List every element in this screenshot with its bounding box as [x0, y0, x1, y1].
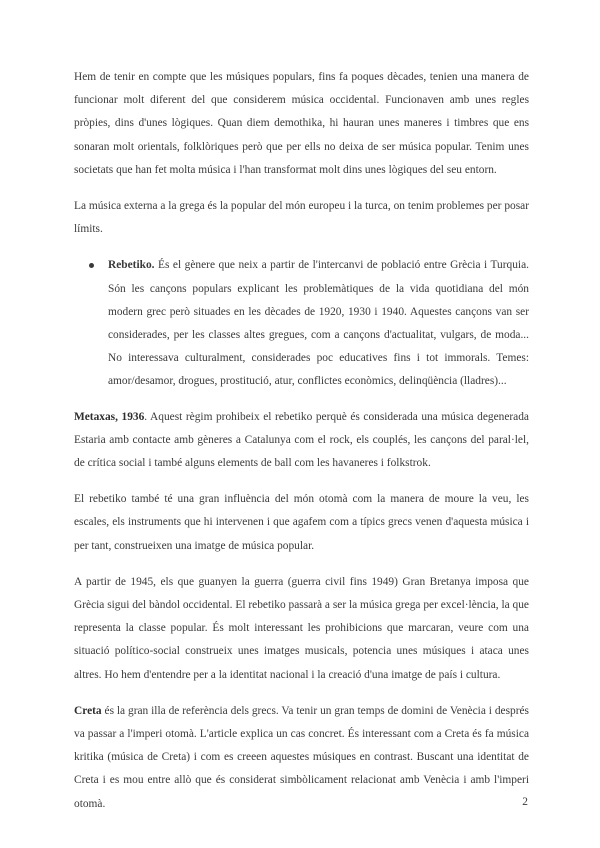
bullet-list [74, 254, 529, 393]
paragraph-creta [74, 700, 529, 816]
paragraph-1945: A partir de 1945, els que guanyen la guerra (guerra civil fins 1949) Gran Bretanya imposa que Grècia sigui del bàndol occidental. El rebetiko passarà a ser la música grega per excel·lència, la que representa la classe popular. És molt interessant les prohibicions que marcaran, veure com una situació político-social construeix unes imatges musicals, potencia unes músiques i ataca unes altres. Ho hem d'entendre per a la identitat nacional i la creació d'una imatge de país i cultura. [74, 575, 529, 681]
list-item-rebetiko [108, 254, 529, 393]
paragraph-metaxas [74, 406, 529, 476]
metaxas-term: Metaxas, 1936 [74, 410, 145, 423]
rebetiko-term: Rebetiko. [108, 259, 155, 272]
paragraph-ottoman-influence: El rebetiko també té una gran influència del món otomà com la manera de moure la veu, les escales, els instruments que hi intervenen i que agafem com a típics grecs venen d'aquesta música i per tant, construeixen una imatge de música popular. [74, 493, 529, 552]
bullet-dot-icon [89, 263, 94, 268]
page-number: 2 [522, 796, 528, 808]
creta-text: és la gran illa de referència dels grecs. Va tenir un gran temps de domini de Venècia i després va passar a l'imperi otomà. L'article explica un cas concret. És interessant com a Creta és fa música kritika (música de Creta) i com es creeen aquestes músiques en contrast. Buscant una identitat de Creta i es mou entre allò que és considerat simbòlicament relacionat amb Venècia i amb l'imperi otomà. [74, 704, 529, 810]
paragraph-external-music: La música externa a la grega és la popular del món europeu i la turca, on tenim problemes per posar límits. [74, 200, 529, 236]
paragraph-intro: Hem de tenir en compte que les músiques populars, fins fa poques dècades, tenien una manera de funcionar molt diferent del que considerem música occidental. Funcionaven amb unes regles pròpies, dins d'unes lògiques. Quan diem demothika, hi hauran unes maneres i timbres que ens sonaran molt orientals, folklòriques però que per ells no deixa de ser música popular. Tenim unes societats que han fet molta música i l'han transformat molt dins unes lògiques del seu entorn. [74, 71, 529, 176]
rebetiko-description: És el gènere que neix a partir de l'intercanvi de població entre Grècia i Turquia. Són les cançons populars explicant les problemàtiques de la vida quotidiana del món modern grec però situades en les dècades de 1920, 1930 i 1940. Aquestes cançons van ser considerades, per les classes altes gregues, com a cançons d'actualitat, vulgars, de moda... No interessava culturalment, considerades poc educatives fins i tot immorals. Temes: amor/desamor, drogues, prostitució, atur, conflictes econòmics, delinqüència (lladres)... [108, 259, 529, 388]
document-body [74, 66, 529, 829]
metaxas-text: . Aquest règim prohibeix el rebetiko perquè és considerada una música degenerada Estaria amb contacte amb gèneres a Catalunya com el rock, els couplés, les cançons del paral·lel, de crítica social i també alguns elements de ball com les havaneres i folkstrok. [74, 410, 529, 470]
creta-term: Creta [74, 704, 102, 717]
